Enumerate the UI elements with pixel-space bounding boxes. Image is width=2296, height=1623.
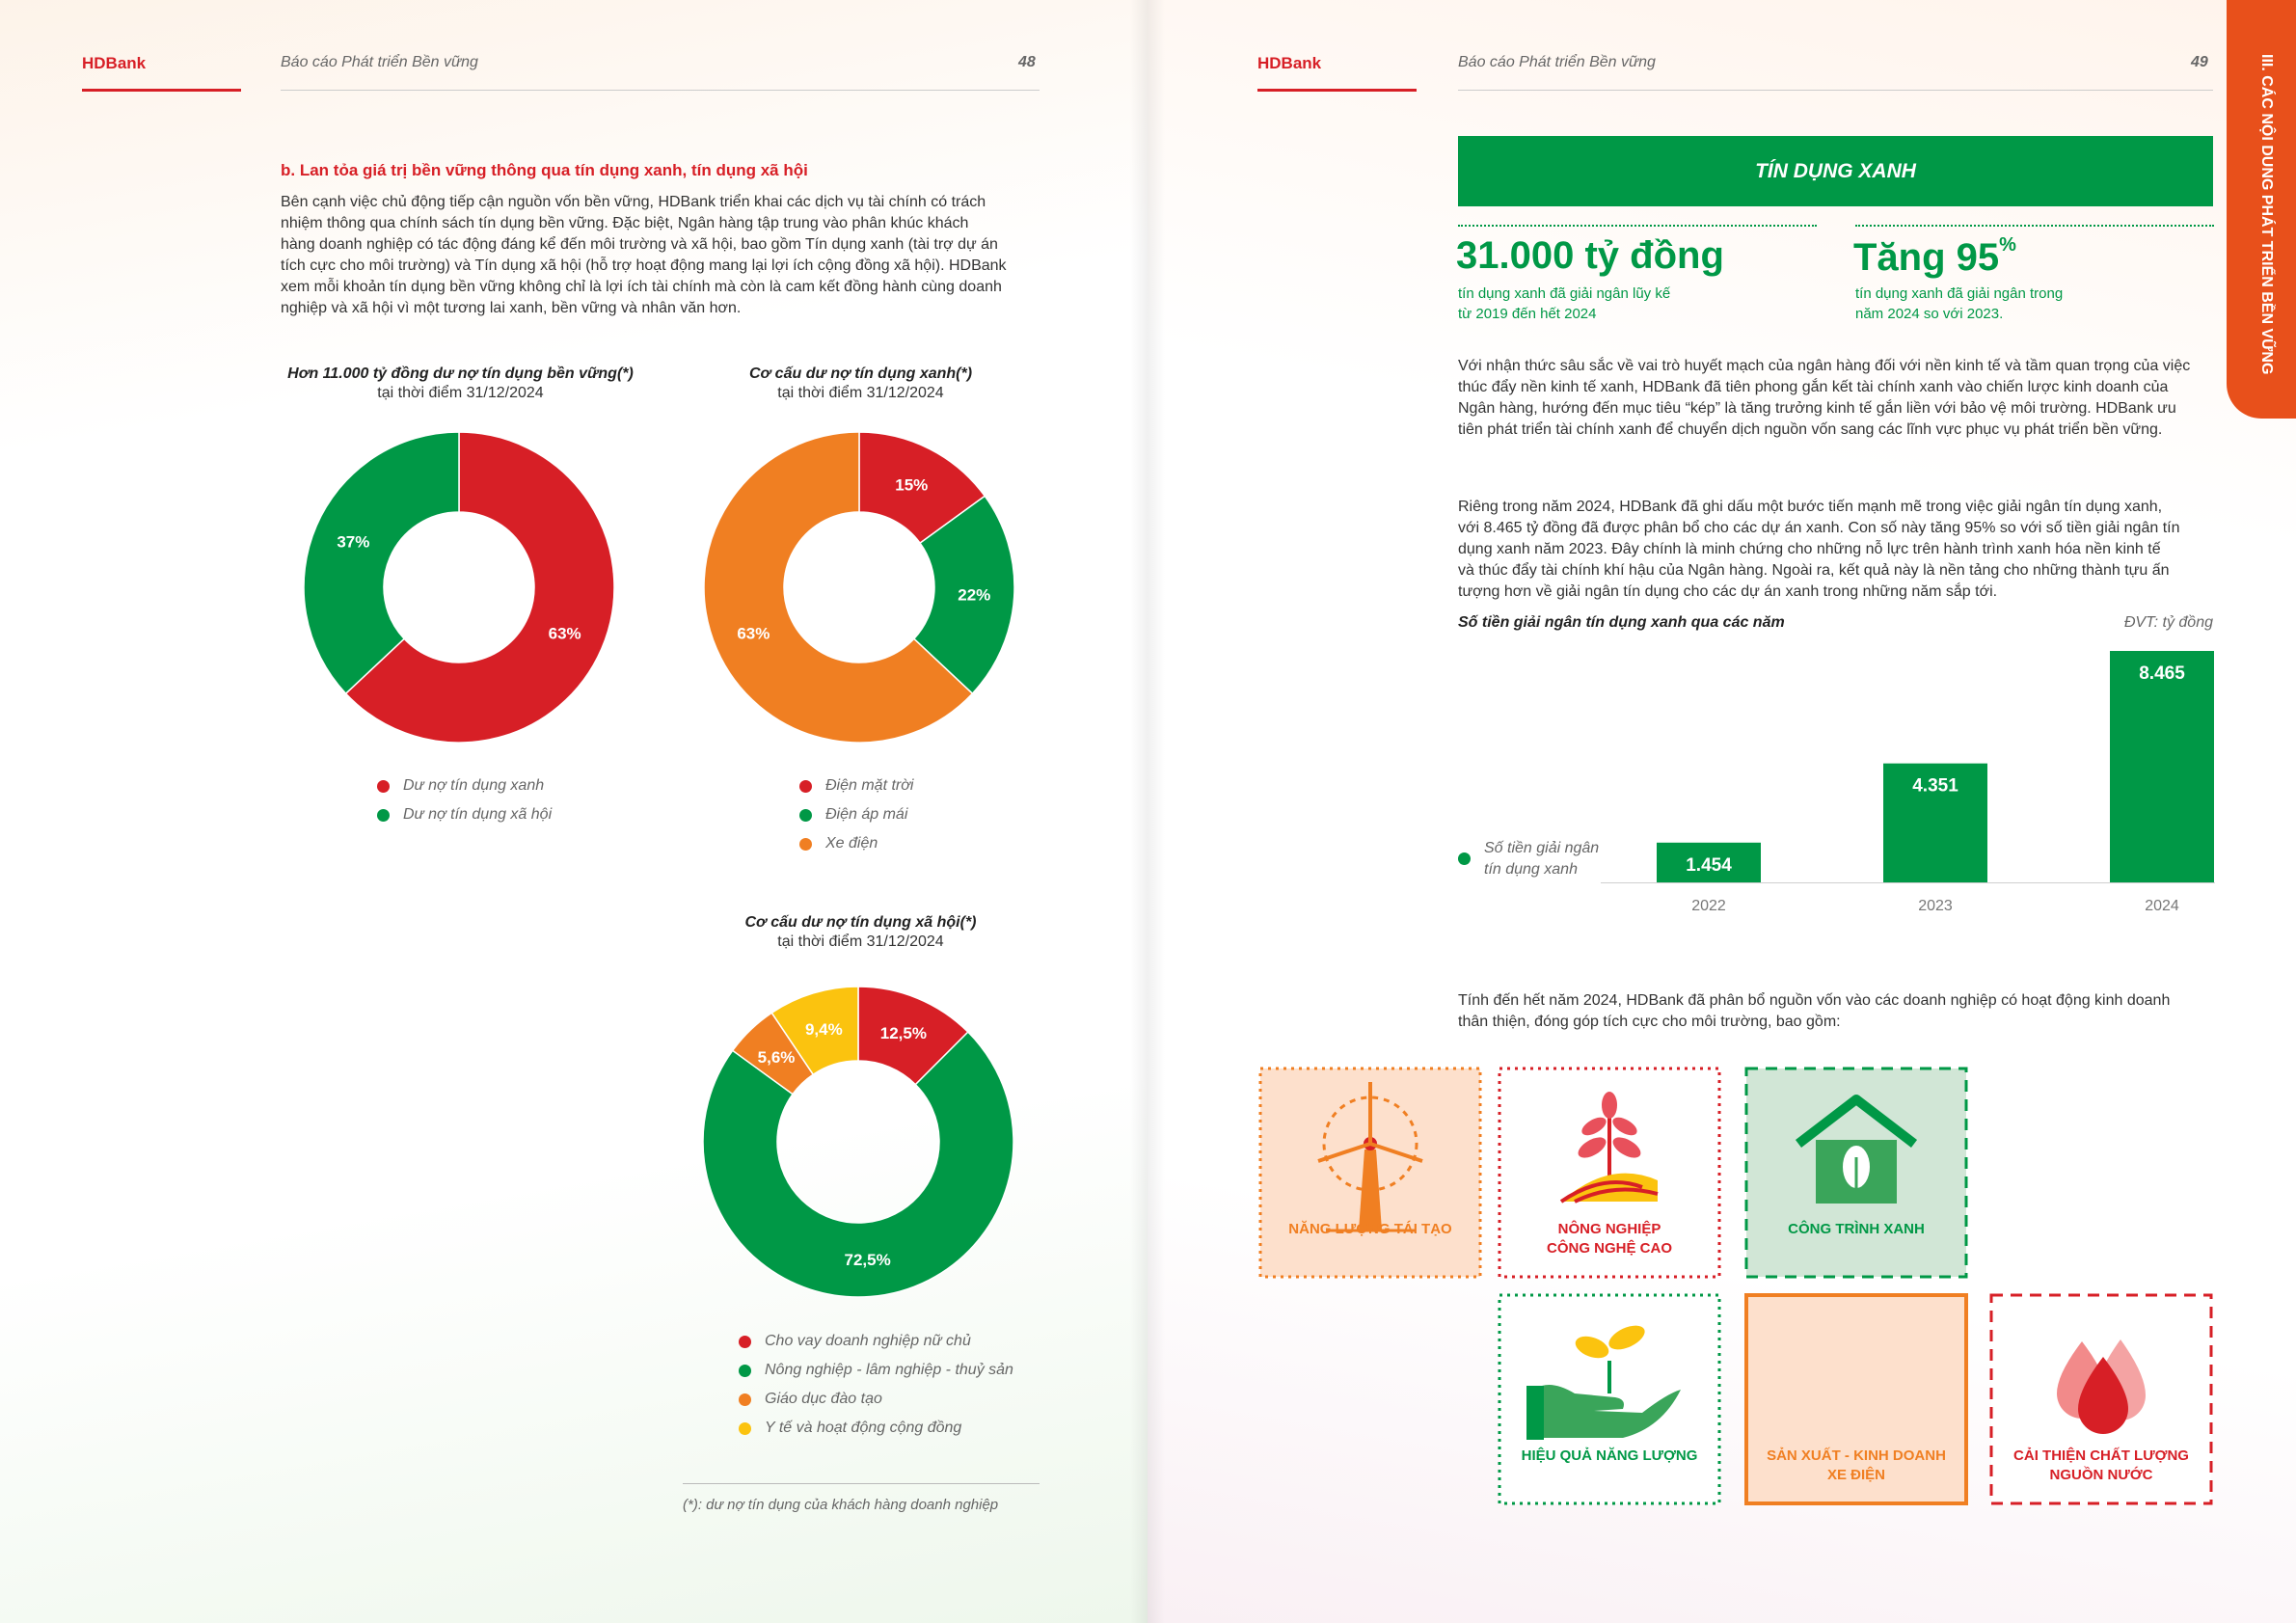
right-paragraph-1: Với nhận thức sâu sắc về vai trò huyết mạch của ngân hàng đối với nền kinh tế và tầm quan trọng của việc thúc đẩy nền kinh tế xanh, HDBank đã tiên phong gắn kết tài chính xanh vào chiến lược kinh doanh của Ngân hàng, hướng đến mục tiêu “kép” là tăng trưởng kinh tế gắn liền với bảo vệ môi trường. HDBank ưu tiên phát triển tài chính xanh để chuyển dịch nguồn vốn sang các lĩnh vực phục vụ phát triển bền vững. — [1458, 358, 2191, 438]
page-number: 48 — [1018, 54, 1036, 70]
legend-dot — [377, 780, 390, 793]
header-rule — [1458, 90, 2213, 91]
tile-energy-efficiency — [1498, 1293, 1721, 1505]
donut-slice-label: 12,5% — [879, 1023, 927, 1042]
bar-value-label: 4.351 — [1912, 775, 1958, 797]
tile-green-building — [1744, 1067, 1968, 1279]
disbursement-bar-chart — [1446, 636, 2218, 926]
legend-item: Giáo dục đào tạo — [739, 1385, 1013, 1414]
donut-slice-label: 15% — [895, 475, 929, 495]
green-credit-banner: TÍN DỤNG XANH — [1458, 136, 2213, 206]
page-number: 49 — [2191, 54, 2208, 70]
donut-slice-label: 37% — [337, 532, 370, 552]
bar-value-label: 1.454 — [1686, 854, 1732, 876]
report-title: Báo cáo Phát triển Bền vững — [1458, 54, 1656, 70]
section-title: b. Lan tỏa giá trị bền vững thông qua tín dụng xanh, tín dụng xã hội — [281, 161, 808, 179]
legend-dot — [739, 1393, 751, 1406]
legend-item: Dư nợ tín dụng xanh — [377, 771, 552, 800]
footnote: (*): dư nợ tín dụng của khách hàng doanh nghiệp — [683, 1497, 999, 1513]
report-title: Báo cáo Phát triển Bền vững — [281, 54, 478, 70]
header-rule — [281, 90, 1040, 91]
legend-item: Điện áp mái — [799, 800, 913, 829]
intro-paragraph: Bên cạnh việc chủ động tiếp cận nguồn vốn bền vững, HDBank triển khai các dịch vụ tài chính có trách nhiệm thông qua chính sách tín dụng bền vững. Đặc biệt, Ngân hàng tập trung vào phân khúc khách hàng doanh nghiệp có tác động đáng kể đến môi trường và xã hội, bao gồm Tín dụng xanh (tài trợ dự án tích cực cho môi trường) và Tín dụng xã hội (hỗ trợ hoạt động mang lại lợi ích cộng đồng xã hội). HDBank xem mỗi khoản tín dụng bền vững không chỉ là lợi ích tài chính mà còn là cam kết đồng hành cùng doanh nghiệp và xã hội vì một tương lai xanh, bền vững và nhân văn hơn. — [281, 194, 1007, 316]
section-tab-label: III. CÁC NỘI DUNG PHÁT TRIỂN BỀN VỮNG — [2258, 54, 2275, 375]
x-tick-label: 2024 — [2145, 898, 2179, 914]
chart-3-title: Cơ cấu dư nợ tín dụng xã hội(*) tại thời điểm 31/12/2024 — [744, 914, 977, 950]
legend-item: Dư nợ tín dụng xã hội — [377, 800, 552, 829]
tile-electric-vehicles — [1744, 1293, 1968, 1505]
bar-value-label: 8.465 — [2139, 663, 2185, 684]
legend-item: Điện mặt trời — [799, 771, 913, 800]
legend-dot — [739, 1336, 751, 1348]
donut-slice — [304, 432, 459, 693]
legend-dot — [1458, 852, 1471, 865]
tile-renewable-energy — [1258, 1067, 1482, 1279]
legend-item: Nông nghiệp - lâm nghiệp - thuỷ sản — [739, 1356, 1013, 1385]
hdbank-logo: HDBank — [82, 54, 147, 72]
legend-item: Y tế và hoạt động cộng đồng — [739, 1414, 1013, 1443]
tile-label: SẢN XUẤT - KINH DOANH XE ĐIỆN — [1767, 1447, 1946, 1483]
bar — [2110, 651, 2214, 882]
social-credit-donut — [703, 987, 1013, 1297]
chart-2-title: Cơ cấu dư nợ tín dụng xanh(*) tại thời điểm 31/12/2024 — [748, 365, 973, 401]
donut-slice-label: 22% — [958, 585, 991, 605]
bar-chart-title: Số tiền giải ngân tín dụng xanh qua các năm — [1458, 614, 1785, 631]
donut-slice-label: 63% — [548, 624, 581, 643]
legend-dot — [799, 809, 812, 822]
x-tick-label: 2022 — [1691, 898, 1726, 914]
hdbank-logo: HDBank — [1257, 54, 1322, 72]
right-paragraph-2: Riêng trong năm 2024, HDBank đã ghi dấu một bước tiến mạnh mẽ trong việc giải ngân tín dụng xanh, với 8.465 tỷ đồng đã được phân bổ cho các dự án xanh. Con số này tăng 95% so với số tiền giải ngân tín dụng xanh năm 2023. Đây chính là minh chứng cho những nỗ lực trên hành trình xanh hóa nền kinh tế và thúc đẩy tài chính khí hậu của Ngân hàng. Ngoài ra, kết quả này là nền tảng cho những thành tựu ấn tượng hơn về giải ngân tín dụng cho các dự án xanh trong những năm sắp tới. — [1458, 499, 2180, 600]
stat-value-growth: Tăng 95% — [1853, 234, 2016, 279]
legend-item: Cho vay doanh nghiệp nữ chủ — [739, 1327, 1013, 1356]
legend-dot — [799, 780, 812, 793]
chart-1-title: Hơn 11.000 tỷ đồng dư nợ tín dụng bền vững(*) tại thời điểm 31/12/2024 — [287, 365, 634, 401]
tile-label: CÔNG TRÌNH XANH — [1788, 1221, 1925, 1237]
sustainable-credit-donut — [304, 432, 614, 743]
legend-dot — [799, 838, 812, 851]
logo-underline — [1257, 89, 1417, 92]
tile-label: NÔNG NGHIỆP CÔNG NGHỆ CAO — [1546, 1221, 1672, 1257]
stat-divider — [1855, 225, 2214, 227]
donut-slice-label: 72,5% — [844, 1251, 891, 1270]
tile-label: CẢI THIỆN CHẤT LƯỢNG NGUỒN NƯỚC — [2013, 1447, 2189, 1483]
legend-dot — [739, 1422, 751, 1435]
green-credit-donut — [704, 432, 1014, 743]
tile-hightech-agriculture — [1498, 1067, 1721, 1279]
legend-dot — [377, 809, 390, 822]
tile-label: NĂNG LƯỢNG TÁI TẠO — [1288, 1221, 1452, 1237]
footnote-rule — [683, 1483, 1040, 1484]
page-gutter — [1130, 0, 1165, 1623]
legend-dot — [739, 1365, 751, 1377]
chart-3-legend — [739, 1327, 1013, 1443]
legend-item: Xe điện — [799, 829, 913, 858]
logo-underline — [82, 89, 241, 92]
bar-chart-legend: Số tiền giải ngân tín dụng xanh — [1458, 838, 1599, 880]
stat-desc-growth: tín dụng xanh đã giải ngân trong năm 2024 so với 2023. — [1855, 285, 2064, 322]
donut-slice-label: 9,4% — [804, 1019, 843, 1039]
right-paragraph-3: Tính đến hết năm 2024, HDBank đã phân bổ nguồn vốn vào các doanh nghiệp có hoạt động kinh doanh thân thiện, đóng góp tích cực cho môi trường, bao gồm: — [1458, 992, 2171, 1030]
tile-label: HIỆU QUẢ NĂNG LƯỢNG — [1521, 1447, 1698, 1464]
stat-value-cumulative: 31.000 tỷ đồng — [1456, 234, 1724, 277]
donut-slice-label: 5,6% — [757, 1047, 796, 1067]
donut-slice-label: 63% — [737, 624, 770, 643]
tile-water-quality — [1989, 1293, 2213, 1505]
bar-chart-unit: ĐVT: tỷ đồng — [2123, 614, 2213, 631]
chart-2-legend — [799, 771, 913, 858]
x-tick-label: 2023 — [1918, 898, 1953, 914]
stat-divider — [1458, 225, 1817, 227]
stat-desc-cumulative: tín dụng xanh đã giải ngân lũy kế từ 2019 đến hết 2024 — [1458, 285, 1671, 322]
chart-1-legend — [377, 771, 552, 829]
